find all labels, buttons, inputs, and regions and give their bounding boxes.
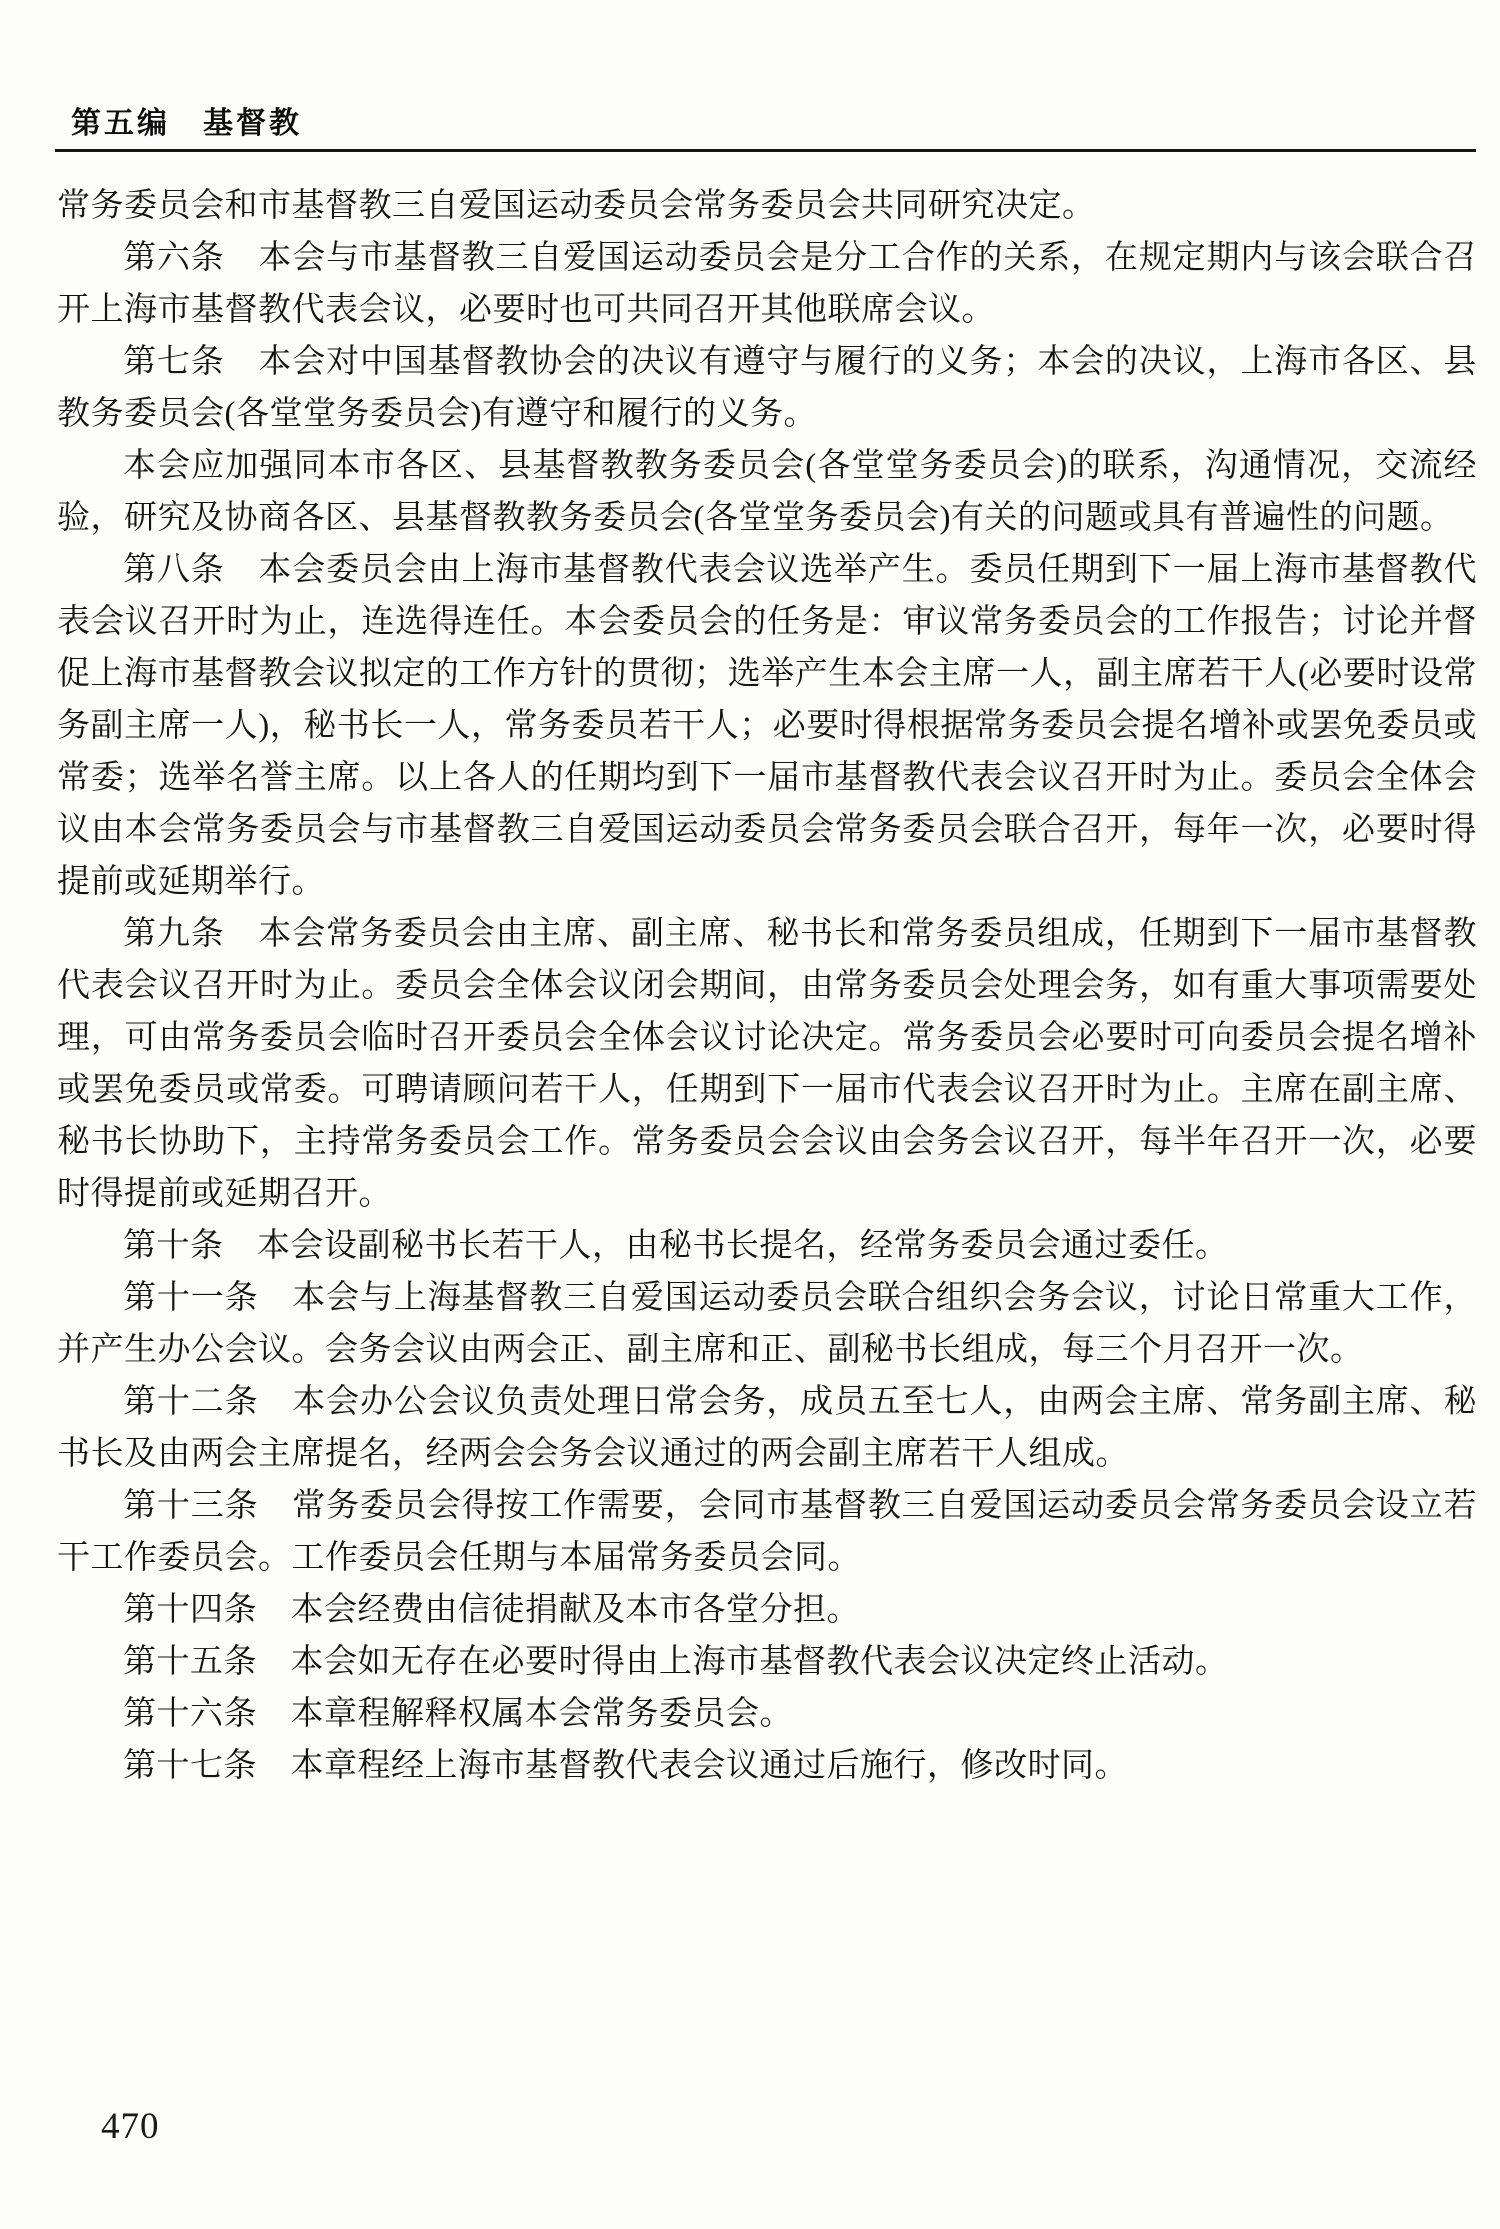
paragraph-article-8: 第八条 本会委员会由上海市基督教代表会议选举产生。委员任期到下一届上海市基督教代表会议召开时为止，连选得连任。本会委员会的任务是：审议常务委员会的工作报告；讨论并督促上海市基督教会议拟定的工作方针的贯彻；选举产生本会主席一人，副主席若干人(必要时设常务副主席一人)，秘书长一人，常务委员若干人；必要时得根据常务委员会提名增补或罢免委员或常委；选举名誉主席。以上各人的任期均到下一届市基督教代表会议召开时为止。委员会全体会议由本会常务委员会与市基督教三自爱国运动委员会常务委员会联合召开，每年一次，必要时得提前或延期举行。 — [57, 552, 1477, 900]
paragraph-article-12: 第十二条 本会办公会议负责处理日常会务，成员五至七人，由两会主席、常务副主席、秘书长及由两会主席提名，经两会会务会议通过的两会副主席若干人组成。 — [57, 1384, 1477, 1472]
paragraph-article-16: 第十六条 本章程解释权属本会常务委员会。 — [123, 1696, 793, 1732]
paragraph-article-15: 第十五条 本会如无存在必要时得由上海市基督教代表会议决定终止活动。 — [123, 1644, 1229, 1680]
running-header: 第五编 基督教 — [71, 107, 302, 140]
page-number: 470 — [101, 2106, 160, 2147]
paragraph-article-13: 第十三条 常务委员会得按工作需要，会同市基督教三自爱国运动委员会常务委员会设立若干工作委员会。工作委员会任期与本届常务委员会同。 — [57, 1488, 1477, 1576]
paragraph-article-9: 第九条 本会常务委员会由主席、副主席、秘书长和常务委员组成，任期到下一届市基督教代表会议召开时为止。委员会全体会议闭会期间，由常务委员会处理会务，如有重大事项需要处理，可由常务委员会临时召开委员会全体会议讨论决定。常务委员会必要时可向委员会提名增补或罢免委员或常委。可聘请顾问若干人，任期到下一届市代表会议召开时为止。主席在副主席、秘书长协助下，主持常务委员会工作。常务委员会会议由会务会议召开，每半年召开一次，必要时得提前或延期召开。 — [57, 916, 1477, 1212]
paragraph-article-14: 第十四条 本会经费由信徒捐献及本市各堂分担。 — [123, 1592, 860, 1628]
paragraph-article-10: 第十条 本会设副秘书长若干人，由秘书长提名，经常务委员会通过委任。 — [123, 1228, 1229, 1264]
paragraph-article-6: 第六条 本会与市基督教三自爱国运动委员会是分工合作的关系，在规定期内与该会联合召开上海市基督教代表会议，必要时也可共同召开其他联席会议。 — [57, 240, 1477, 328]
paragraph-article-17: 第十七条 本章程经上海市基督教代表会议通过后施行，修改时同。 — [123, 1748, 1128, 1784]
paragraph-article-7: 第七条 本会对中国基督教协会的决议有遵守与履行的义务；本会的决议，上海市各区、县教务委员会(各堂堂务委员会)有遵守和履行的义务。 — [57, 344, 1477, 432]
paragraph-continuation: 常务委员会和市基督教三自爱国运动委员会常务委员会共同研究决定。 — [57, 188, 1096, 224]
paragraph-article-7-supplement: 本会应加强同本市各区、县基督教教务委员会(各堂堂务委员会)的联系，沟通情况，交流经验，研究及协商各区、县基督教教务委员会(各堂堂务委员会)有关的问题或具有普遍性的问题。 — [57, 448, 1477, 536]
paragraph-article-11: 第十一条 本会与上海基督教三自爱国运动委员会联合组织会务会议，讨论日常重大工作，并产生办公会议。会务会议由两会正、副主席和正、副秘书长组成，每三个月召开一次。 — [57, 1280, 1477, 1368]
header-rule — [55, 149, 1476, 152]
charter-body — [57, 180, 1477, 1792]
